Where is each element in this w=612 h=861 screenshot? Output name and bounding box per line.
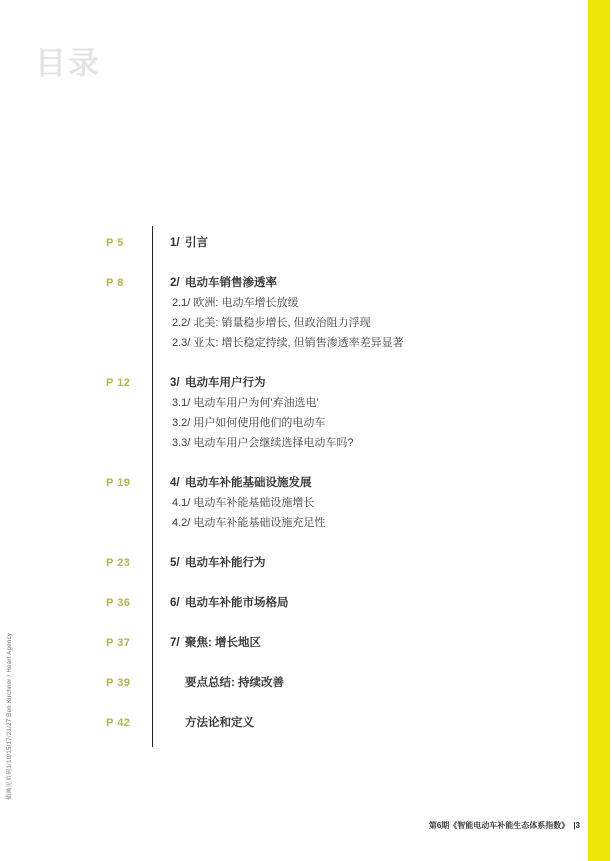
toc-entry	[106, 473, 556, 533]
toc-entry-number: 1/	[170, 237, 180, 249]
toc-page-number[interactable]: P 37	[106, 637, 131, 649]
toc-entry-title: 电动车用户行为	[185, 377, 266, 389]
toc-entry	[106, 673, 556, 693]
toc-subentry[interactable]: 3.3/ 电动车用户会继续选择电动车吗?	[172, 437, 354, 449]
toc-subentry[interactable]: 3.2/ 用户如何使用他们的电动车	[172, 417, 326, 429]
toc-entry	[106, 593, 556, 613]
toc-entry-number: 4/	[170, 477, 180, 489]
toc-entry-link[interactable]	[170, 673, 556, 693]
illustrator-credit: 插画见页码1/10/15/17/21/27 Ben Kirchner / Heart Agency	[7, 632, 13, 800]
toc-page-number[interactable]: P 19	[106, 477, 131, 489]
toc-entry-title: 电动车补能基础设施发展	[185, 477, 312, 489]
toc-entry-number: 3/	[170, 377, 180, 389]
toc-subentry[interactable]: 4.1/ 电动车补能基础设施增长	[172, 497, 315, 509]
toc-subentry[interactable]: 4.2/ 电动车补能基础设施充足性	[172, 517, 326, 529]
toc-entry	[106, 553, 556, 573]
toc-entry-link[interactable]	[170, 273, 556, 293]
toc-entry-link[interactable]	[170, 373, 556, 393]
toc-entry	[106, 633, 556, 653]
toc-entry	[106, 273, 556, 353]
toc-subentry[interactable]: 2.1/ 欧洲: 电动车增长放缓	[172, 297, 299, 309]
toc-page-number[interactable]: P 5	[106, 237, 124, 249]
toc-page-number[interactable]: P 12	[106, 377, 131, 389]
toc-page-number[interactable]: P 36	[106, 597, 131, 609]
toc-subentry[interactable]: 2.3/ 亚太: 增长稳定持续, 但销售渗透率差异显著	[172, 337, 404, 349]
toc-entry-link[interactable]	[170, 233, 556, 253]
toc-subentries	[172, 493, 556, 533]
page-footer	[429, 820, 580, 831]
toc-entry-title: 电动车补能行为	[185, 557, 266, 569]
toc-entry	[106, 373, 556, 453]
toc-entry-link[interactable]	[170, 633, 556, 653]
toc-entry-link[interactable]	[170, 593, 556, 613]
toc-entry-number: 6/	[170, 597, 180, 609]
toc-page-number[interactable]: P 23	[106, 557, 131, 569]
toc-subentries	[172, 293, 556, 353]
toc-entry	[106, 233, 556, 253]
toc-entry	[106, 713, 556, 733]
toc-entry-title: 电动车销售渗透率	[185, 277, 277, 289]
toc-entry-link[interactable]	[170, 473, 556, 493]
toc-entry-title: 聚焦: 增长地区	[185, 637, 262, 649]
toc-entry-number: 5/	[170, 557, 180, 569]
toc-list	[106, 226, 556, 753]
toc-page-number[interactable]: P 8	[106, 277, 124, 289]
toc-entry-title: 方法论和定义	[185, 717, 254, 729]
page-title: 目录	[35, 46, 101, 81]
yellow-accent-bar	[588, 0, 610, 861]
toc-entry-title: 要点总结: 持续改善	[185, 677, 285, 689]
toc-entry-title: 电动车补能市场格局	[185, 597, 289, 609]
toc-entry-number: 2/	[170, 277, 180, 289]
toc-entry-title: 引言	[185, 237, 208, 249]
toc-page-number[interactable]: P 39	[106, 677, 131, 689]
toc-subentry[interactable]: 3.1/ 电动车用户为何'弃油选电'	[172, 397, 319, 409]
footer-report-title: 第6期《智能电动车补能生态体系指数》	[428, 821, 570, 830]
toc-subentries	[172, 393, 556, 453]
toc-page-number[interactable]: P 42	[106, 717, 131, 729]
toc-entry-link[interactable]	[170, 713, 556, 733]
toc-subentry[interactable]: 2.2/ 北美: 销量稳步增长, 但政治阻力浮现	[172, 317, 371, 329]
footer-page-number: |3	[573, 821, 580, 830]
toc-entry-number: 7/	[170, 637, 180, 649]
toc-entry-link[interactable]	[170, 553, 556, 573]
